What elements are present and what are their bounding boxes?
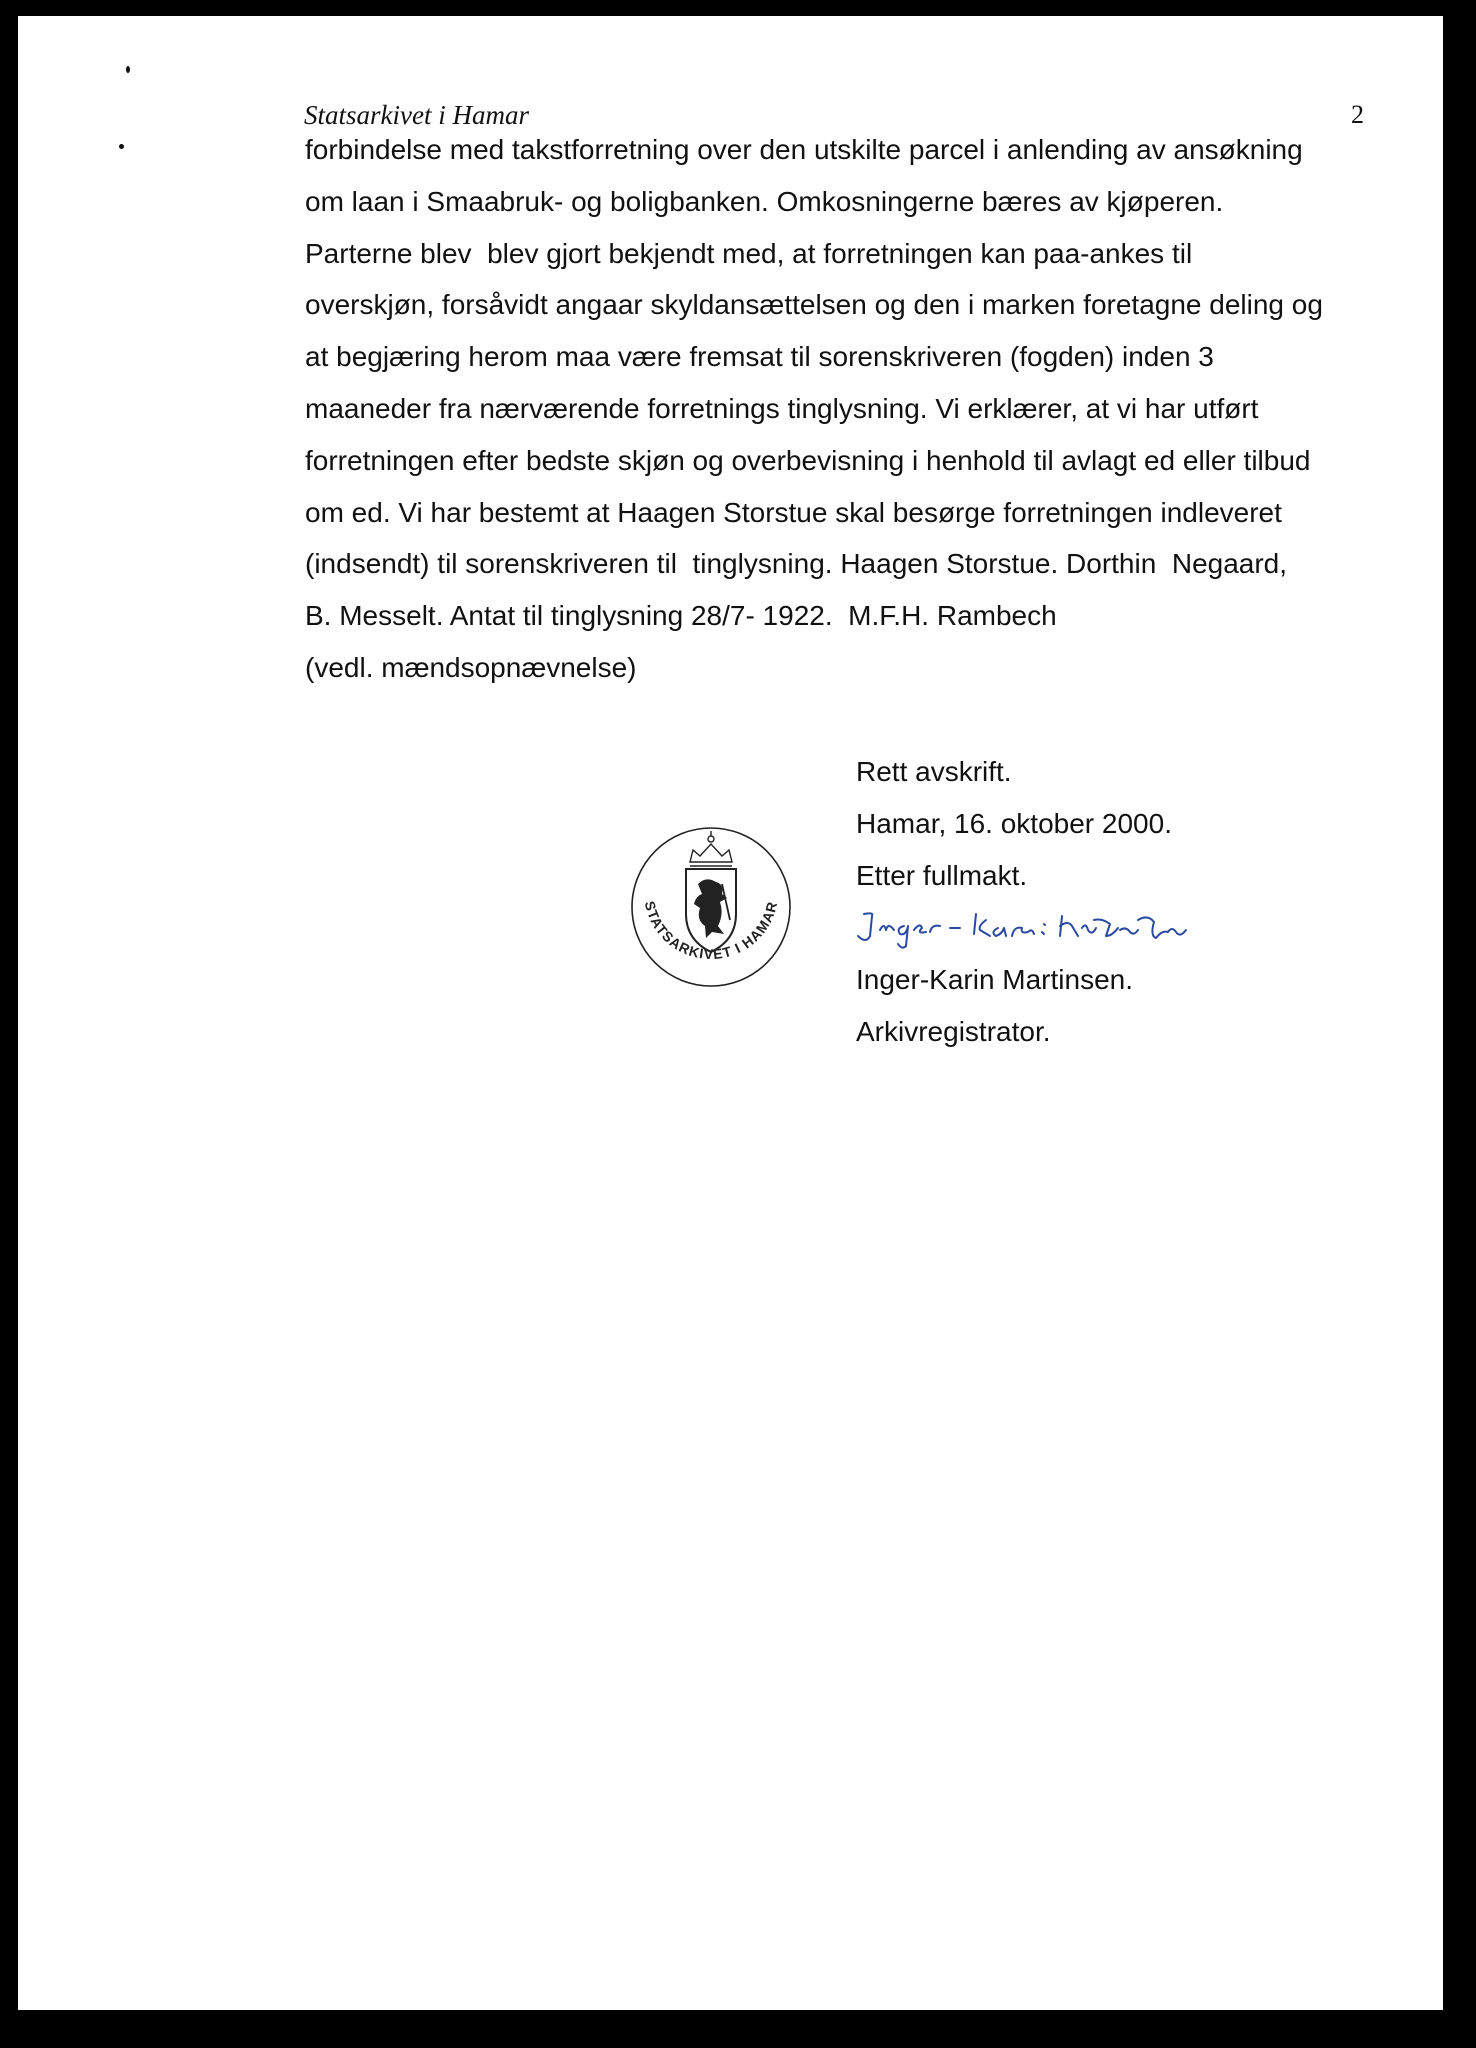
signatory-title: Arkivregistrator.	[856, 1016, 1051, 1047]
crown-icon	[690, 831, 732, 866]
body-line: Parterne blev blev gjort bekjendt med, at forretningen kan paa-ankes til	[305, 237, 1193, 269]
page-header	[304, 88, 1364, 128]
document-page	[18, 16, 1443, 2010]
scan-speck	[119, 144, 124, 149]
archive-name: Statsarkivet i Hamar	[304, 100, 529, 130]
body-line: (indsendt) til sorenskriveren til tinglysning. Haagen Storstue. Dorthin Negaard,	[305, 548, 1288, 580]
page-number: 2	[1351, 100, 1364, 129]
authority-statement: Etter fullmakt.	[856, 860, 1028, 891]
body-line: forbindelse med takstforretning over den utskilte parcel i anlending av ansøkning	[305, 134, 1303, 165]
certification-block	[856, 746, 1172, 1058]
certification-statement: Rett avskrift.	[856, 756, 1012, 787]
transcription-body	[305, 124, 1405, 694]
signature-row	[856, 902, 1172, 954]
place-and-date: Hamar, 16. oktober 2000.	[856, 808, 1172, 839]
body-line: overskjøn, forsåvidt angaar skyldansættelsen og den i marken foretagne deling og	[305, 289, 1323, 321]
handwritten-signature	[850, 906, 1250, 950]
body-line: om laan i Smaabruk- og boligbanken. Omkosningerne bæres av kjøperen.	[305, 185, 1224, 217]
body-line: at begjæring herom maa være fremsat til sorenskriveren (fogden) inden 3	[305, 341, 1214, 373]
archive-stamp	[626, 822, 796, 992]
scan-speck	[126, 66, 130, 73]
stamp-text: STATSARKIVET I HAMAR	[641, 899, 781, 963]
body-line: forretningen efter bedste skjøn og overbevisning i henhold til avlagt ed eller tilbud	[305, 444, 1311, 476]
body-line: (vedl. mændsopnævnelse)	[305, 651, 637, 683]
body-line: maaneder fra nærværende forretnings tinglysning. Vi erklærer, at vi har utført	[305, 392, 1259, 424]
shield-icon	[686, 869, 736, 952]
signatory-name: Inger-Karin Martinsen.	[856, 964, 1134, 995]
body-line: B. Messelt. Antat til tinglysning 28/7- 1922. M.F.H. Rambech	[305, 600, 1057, 632]
body-line: om ed. Vi har bestemt at Haagen Storstue skal besørge forretningen indleveret	[305, 496, 1282, 528]
